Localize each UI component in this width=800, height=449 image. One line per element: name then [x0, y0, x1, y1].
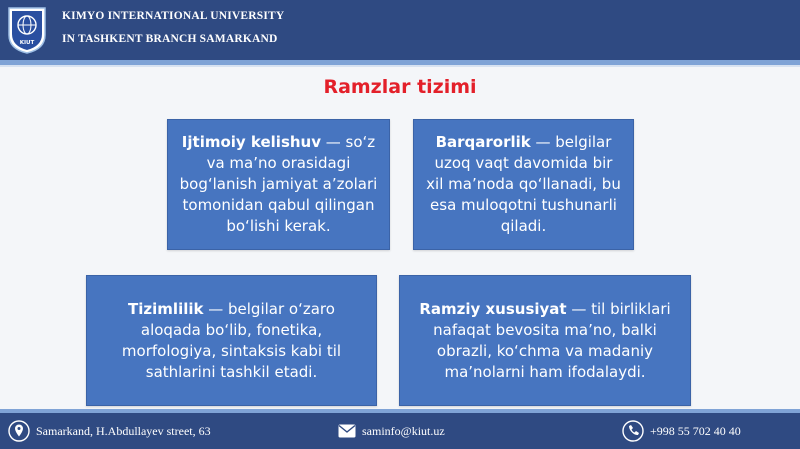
- university-name-line1: KIMYO INTERNATIONAL UNIVERSITY: [62, 10, 285, 22]
- footer-phone[interactable]: [622, 413, 741, 449]
- phone-icon: [622, 420, 644, 442]
- footer-address: [8, 413, 211, 449]
- address-text: Samarkand, H.Abdullayev street, 63: [36, 423, 211, 438]
- concept-box-text: [178, 132, 379, 237]
- footer-email[interactable]: [338, 413, 445, 449]
- concept-box-text: [424, 132, 623, 237]
- concept-description: — belgilar o‘zaro aloqada bo‘lib, fonetika, morfologiya, sintaksis kabi til sathlarini tashkil etadi.: [121, 299, 342, 381]
- concept-description: — belgilar uzoq vaqt davomida bir xil ma’noda qo‘llanadi, bu esa muloqotni tushunarli qiladi.: [426, 133, 621, 235]
- header-bar: [0, 0, 800, 60]
- concept-term: Barqarorlik: [435, 133, 531, 151]
- svg-text:KIUT: KIUT: [19, 40, 35, 46]
- location-pin-icon: [8, 420, 30, 442]
- footer-bar: [0, 413, 800, 449]
- slide-title: Ramzlar tizimi: [323, 76, 477, 98]
- concept-term: Tizimlilik: [128, 299, 204, 318]
- concept-description: — so‘z va ma’no orasidagi bog‘lanish jamiyat a’zolari tomonidan qabul qilingan bo‘lishi kerak.: [179, 133, 378, 235]
- concept-term: Ijtimoiy kelishuv: [181, 133, 322, 151]
- email-text[interactable]: saminfo@kiut.uz: [362, 423, 445, 438]
- kiut-logo-icon: [6, 5, 48, 55]
- university-name-line2: IN TASHKENT BRANCH SAMARKAND: [62, 33, 278, 45]
- concept-box-stability: [413, 119, 634, 250]
- concept-box-text: [410, 299, 680, 383]
- phone-text[interactable]: +998 55 702 40 40: [650, 423, 741, 438]
- concept-box-social-agreement: [167, 119, 390, 250]
- concept-box-symbolic-property: [399, 275, 691, 406]
- concept-description: — til birliklari nafaqat bevosita ma’no, balki obrazli, ko‘chma va madaniy ma’nolarni ham ifodalaydi.: [433, 299, 671, 381]
- concept-box-systematicity: [86, 275, 377, 406]
- header-light-stripe: [0, 65, 800, 67]
- concept-box-text: [97, 299, 366, 383]
- concept-term: Ramziy xususiyat: [419, 299, 567, 318]
- envelope-icon: [338, 424, 356, 438]
